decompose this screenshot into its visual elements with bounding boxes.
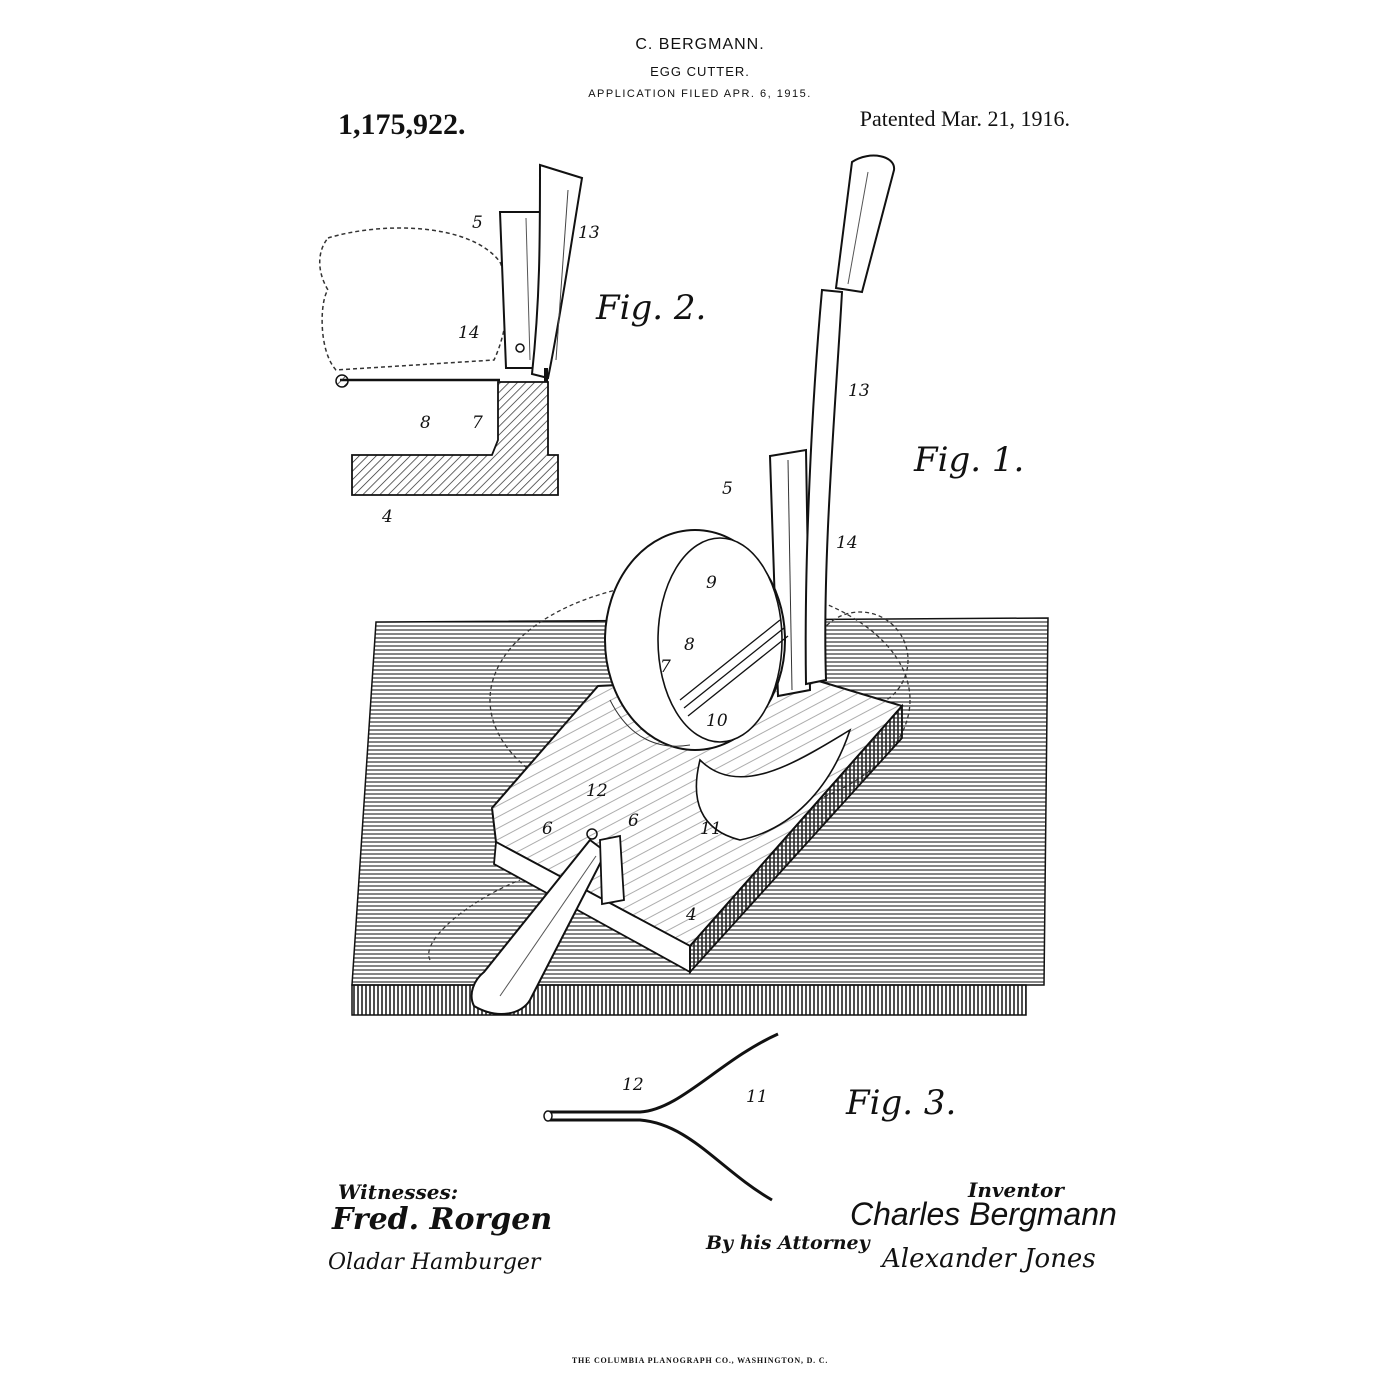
fig1-table-edge <box>352 985 1026 1015</box>
ref-fig1-13: 13 <box>848 381 870 401</box>
attorney-signature: Alexander Jones <box>882 1244 1096 1274</box>
ref-fig1-11: 11 <box>700 819 722 839</box>
inventor-label: Inventor <box>968 1178 1064 1202</box>
figure-1 <box>352 156 1048 1015</box>
printer-footer: THE COLUMBIA PLANOGRAPH CO., WASHINGTON, D. C. <box>571 1356 829 1365</box>
ref-fig1-9: 9 <box>706 573 717 593</box>
by-attorney-label: By his Attorney <box>706 1232 870 1254</box>
fig2-base-section <box>352 382 558 495</box>
ref-fig2-14: 14 <box>458 323 480 343</box>
fig1-front-bracket <box>600 836 624 904</box>
ref-fig1-6a: 6 <box>542 819 553 839</box>
fig2-egg-outline <box>320 228 507 370</box>
witness-2-signature: Oladar Hamburger <box>328 1250 541 1275</box>
ref-fig1-8: 8 <box>684 635 695 655</box>
ref-fig1-4: 4 <box>686 905 697 925</box>
patent-date: Patented Mar. 21, 1916. <box>859 106 1070 131</box>
ref-fig1-14: 14 <box>836 533 858 553</box>
witnesses-label: Witnesses: <box>338 1180 459 1204</box>
ref-fig3-12: 12 <box>622 1075 644 1095</box>
ref-fig2-5: 5 <box>472 213 483 233</box>
figure-2 <box>320 165 582 495</box>
ref-fig2-8: 8 <box>420 413 431 433</box>
ref-fig2-13: 13 <box>578 223 600 243</box>
inventor-name-header: C. BERGMANN. <box>635 36 765 53</box>
ref-fig1-6b: 6 <box>628 811 639 831</box>
ref-fig1-10: 10 <box>706 711 728 731</box>
fig2-wire-end <box>336 375 348 387</box>
inventor-signature: Charles Bergmann <box>850 1196 1117 1232</box>
patent-title: EGG CUTTER. <box>650 64 750 79</box>
ref-fig3-11: 11 <box>746 1087 768 1107</box>
fig3-wishbone <box>548 1034 778 1200</box>
ref-fig1-5: 5 <box>722 479 733 499</box>
ref-fig1-7: 7 <box>660 657 671 677</box>
fig1-label: Fig. 1. <box>914 440 1025 480</box>
ref-fig2-4: 4 <box>382 507 393 527</box>
application-filed-line: APPLICATION FILED APR. 6, 1915. <box>588 88 812 100</box>
figure-3 <box>544 1034 778 1200</box>
fig3-label: Fig. 3. <box>846 1083 957 1123</box>
patent-number: 1,175,922. <box>338 108 466 141</box>
ref-fig1-12: 12 <box>586 781 608 801</box>
ref-fig2-7: 7 <box>472 413 483 433</box>
fig1-lever-handle <box>836 156 894 292</box>
witness-1-signature: Fred. Rorgen <box>332 1202 553 1237</box>
fig2-label: Fig. 2. <box>596 288 707 328</box>
